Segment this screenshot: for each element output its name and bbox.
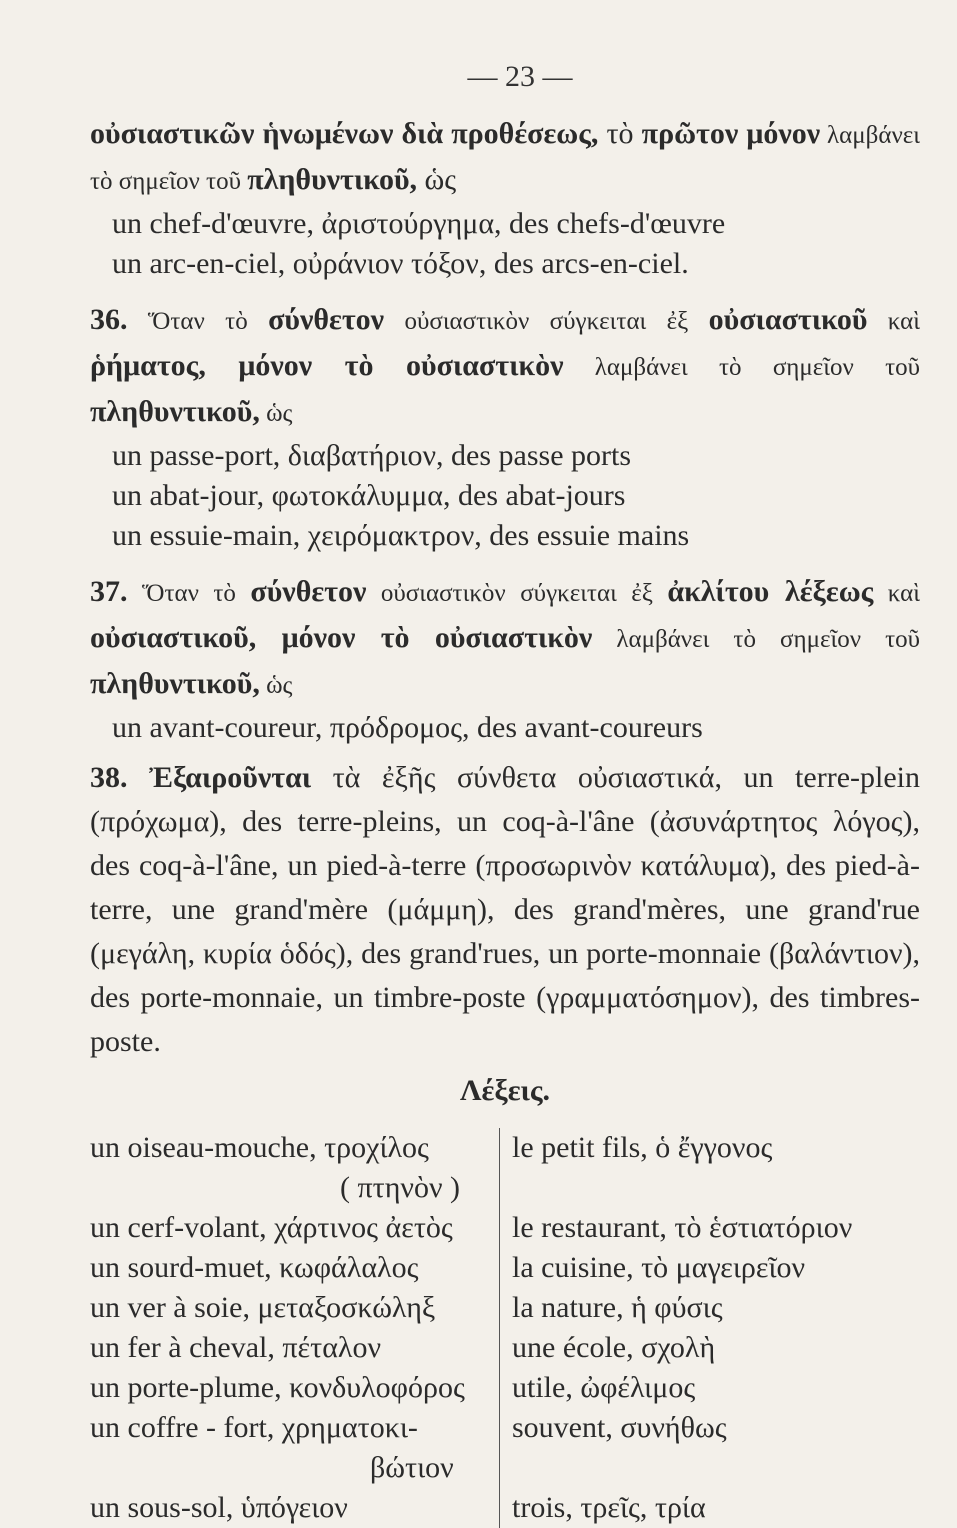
- rule-text: ὡς: [259, 672, 293, 699]
- vocab-entry: un sourd-muet, κωφάλαλος: [90, 1251, 419, 1284]
- book-page: [90, 60, 920, 1528]
- rule-text: οὐσιαστικὸν σύγκειται ἐξ: [384, 308, 709, 335]
- example-line: un avant-coureur, πρόδρομος, des avant-coureurs: [112, 711, 703, 744]
- vocabulary-column-left: [90, 1128, 500, 1528]
- rule-text: Ὅταν τὸ: [127, 308, 269, 335]
- intro-bold-1: οὐσιαστικῶν ἡνωμένων διὰ προθέσεως,: [90, 117, 599, 150]
- vocab-entry: utile, ὠφέλιμος: [512, 1371, 696, 1404]
- vocab-entry-continuation: ( πτηνὸν ): [340, 1171, 460, 1204]
- vocab-entry: une école, σχολὴ: [512, 1331, 716, 1364]
- example-line: un essuie-main, χειρόμακτρον, des essuie mains: [112, 519, 690, 552]
- page-number: — 23 —: [467, 60, 573, 93]
- intro-paragraph: [90, 112, 920, 204]
- vocab-entry: trois, τρεῖς, τρία: [512, 1491, 706, 1524]
- rule-text: καὶ: [867, 308, 920, 335]
- vocab-entry: un sous-sol, ὑπόγειον: [90, 1491, 348, 1524]
- rule-bold: πληθυντικοῦ,: [90, 395, 260, 428]
- rule-bold: οὐσιαστικοῦ: [708, 303, 868, 336]
- intro-bold-2: πρῶτον μόνον: [641, 117, 821, 150]
- intro-text-2: λαμβάνει τὸ σημεῖον τοῦ: [90, 122, 921, 195]
- vocab-spacer: [512, 1448, 920, 1488]
- example-line: un chef-d'œuvre, ἀριστούργημα, des chefs-d'œuvre: [112, 207, 726, 240]
- vocabulary-heading: Λέξεις.: [460, 1074, 550, 1107]
- rule-text: Ὅταν τὸ: [127, 580, 251, 607]
- vocab-entry: un coffre - fort, χρηματοκι-: [90, 1411, 418, 1444]
- rule-text: καὶ: [873, 580, 920, 607]
- rule-bold: οὐσιαστικοῦ, μόνον τὸ οὐσιαστικὸν: [90, 621, 593, 654]
- vocab-entry: un fer à cheval, πέταλον: [90, 1331, 382, 1364]
- rule-bold: σύνθετον: [268, 303, 385, 336]
- rule-text: τὰ ἐξῆς σύνθετα οὐσιαστικά, un terre-plein (πρόχωμα), des terre-pleins, un coq-à-l'âne (ἀσυνάρτητος λόγος), des coq-à-l'âne, un pied-à-terre (προσωρινὸν κατάλυμα), des pied-à-terre, une grand'mère (μάμμη), des grand'mères, une grand'rue (μεγάλη, κυρία ὁδός), des grand'rues, un porte-monnaie (βαλάντιον), des porte-monnaie, un timbre-poste (γραμματόσημον), des timbres-poste.: [90, 761, 920, 1058]
- rule-number: 37.: [90, 575, 128, 608]
- vocabulary-table: [90, 1128, 920, 1528]
- rule-text: οὐσιαστικὸν σύγκειται ἐξ: [366, 580, 668, 607]
- vocab-entry: un porte-plume, κονδυλοφόρος: [90, 1371, 465, 1404]
- rule-text: ὡς: [259, 400, 293, 427]
- rule-38: [90, 756, 920, 1064]
- example-line: un abat-jour, φωτοκάλυμμα, des abat-jours: [112, 479, 626, 512]
- vocab-entry-continuation: βώτιον: [370, 1451, 454, 1484]
- rule-bold: πληθυντικοῦ,: [90, 667, 260, 700]
- vocab-entry: souvent, συνήθως: [512, 1411, 727, 1444]
- vocab-entry: le petit fils, ὁ ἔγγονος: [512, 1131, 773, 1164]
- rule-bold: σύνθετον: [250, 575, 367, 608]
- vocabulary-column-right: [500, 1128, 920, 1528]
- rule-37: [90, 570, 920, 708]
- example-line: un passe-port, διαβατήριον, des passe ports: [112, 439, 632, 472]
- vocab-entry: un ver à soie, μεταξοσκώληξ: [90, 1291, 436, 1324]
- vocab-spacer: [512, 1168, 920, 1208]
- vocab-entry: un oiseau-mouche, τροχίλος: [90, 1131, 429, 1164]
- rule-36: [90, 298, 920, 436]
- intro-text-3: ὡς: [417, 163, 457, 196]
- rule-number: 38.: [90, 761, 128, 794]
- rule-bold: Ἐξαιροῦνται: [127, 761, 312, 794]
- vocab-entry: la cuisine, τὸ μαγειρεῖον: [512, 1251, 806, 1284]
- rule-text: λαμβάνει τὸ σημεῖον τοῦ: [592, 626, 921, 653]
- rule-bold: ῥήματος, μόνον τὸ οὐσιαστικὸν: [90, 349, 564, 382]
- rule-bold: ἀκλίτου λέξεως: [667, 575, 874, 608]
- vocab-entry: un cerf-volant, χάρτινος ἀετὸς: [90, 1211, 453, 1244]
- intro-text-1: τὸ: [598, 117, 642, 150]
- vocab-entry: le restaurant, τὸ ἑστιατόριον: [512, 1211, 853, 1244]
- vocab-entry: la nature, ἡ φύσις: [512, 1291, 723, 1324]
- intro-bold-3: πληθυντικοῦ,: [247, 163, 418, 196]
- rule-text: λαμβάνει τὸ σημεῖον τοῦ: [563, 354, 920, 381]
- example-line: un arc-en-ciel, οὐράνιον τόξον, des arcs-en-ciel.: [112, 247, 689, 280]
- rule-number: 36.: [90, 303, 128, 336]
